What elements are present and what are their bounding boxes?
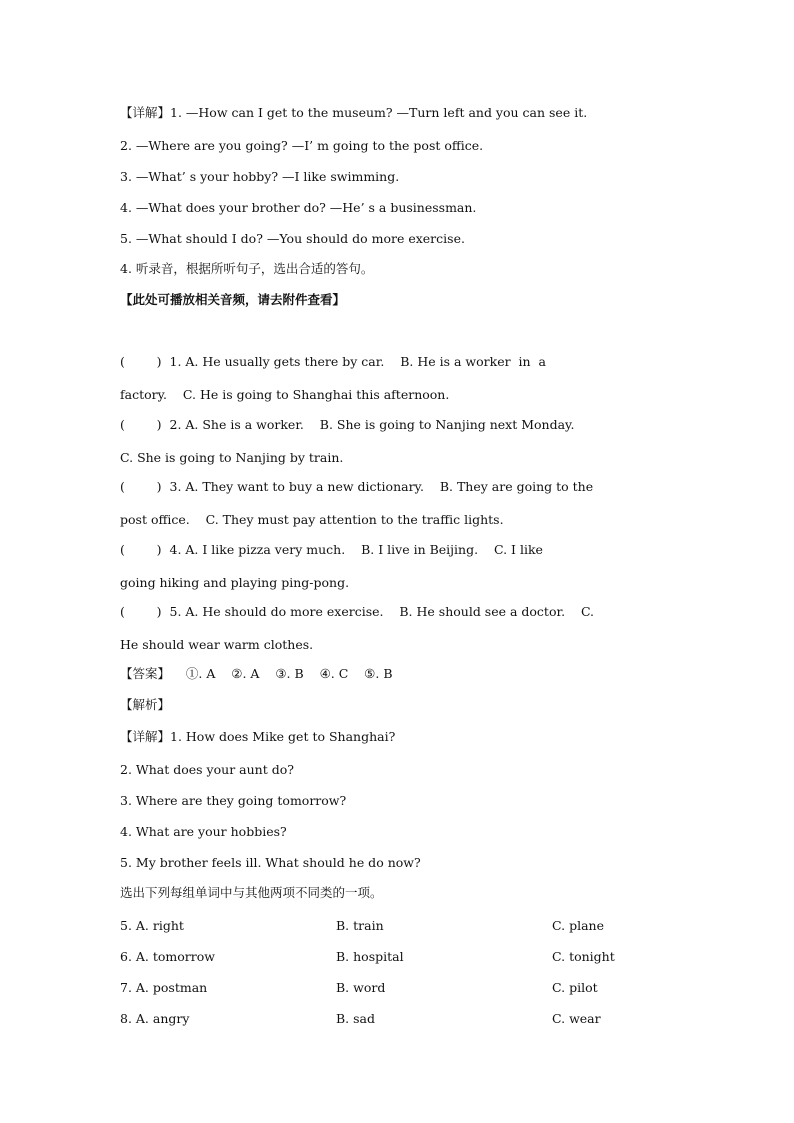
question-1-line-2: factory. C. He is going to Shanghai this afternoon.: [120, 387, 450, 402]
section5-instruction: 选出下列每组单词中与其他两项不同类的一项。: [120, 885, 383, 900]
word-option-b: B. sad: [336, 1011, 376, 1026]
question-4-line-2: going hiking and playing ping-pong.: [120, 575, 350, 590]
detail-line-1: 【详解】1. How does Mike get to Shanghai?: [120, 729, 396, 744]
word-option-b: B. train: [336, 918, 384, 933]
word-option-b: B. hospital: [336, 949, 404, 964]
question-3-line-2: post office. C. They must pay attention to the traffic lights.: [120, 512, 504, 527]
word-option-c: C. tonight: [552, 949, 615, 964]
detail-line-4: 4. What are your hobbies?: [120, 824, 287, 839]
word-option-a: 6. A. tomorrow: [120, 949, 215, 964]
word-option-a: 5. A. right: [120, 918, 184, 933]
section4-instruction: 4. 听录音，根据所听句子，选出合适的答句。: [120, 261, 374, 276]
question-5-line-2: He should wear warm clothes.: [120, 637, 314, 652]
explain-line-5: 5. —What should I do? —You should do more exercise.: [120, 231, 465, 246]
audio-note: 【此处可播放相关音频，请去附件查看】: [120, 292, 346, 307]
word-option-c: C. plane: [552, 918, 604, 933]
question-4-line-1: ( ) 4. A. I like pizza very much. B. I live in Beijing. C. I like: [120, 542, 543, 557]
question-5-line-1: ( ) 5. A. He should do more exercise. B. He should see a doctor. C.: [120, 604, 595, 619]
explain-line-2: 2. —Where are you going? —I’ m going to the post office.: [120, 138, 484, 153]
question-2-line-2: C. She is going to Nanjing by train.: [120, 450, 344, 465]
word-option-c: C. wear: [552, 1011, 601, 1026]
analysis-label: 【解析】: [120, 697, 171, 712]
question-2-line-1: ( ) 2. A. She is a worker. B. She is going to Nanjing next Monday.: [120, 417, 575, 432]
word-option-a: 8. A. angry: [120, 1011, 190, 1026]
word-option-b: B. word: [336, 980, 386, 995]
detail-line-3: 3. Where are they going tomorrow?: [120, 793, 347, 808]
explain-line-4: 4. —What does your brother do? —He’ s a businessman.: [120, 200, 477, 215]
answer-line: 【答案】 ①. A ②. A ③. B ④. C ⑤. B: [120, 666, 393, 681]
question-3-line-1: ( ) 3. A. They want to buy a new dictionary. B. They are going to the: [120, 479, 594, 494]
explain-line-1: 【详解】1. —How can I get to the museum? —Turn left and you can see it.: [120, 105, 588, 120]
question-1-line-1: ( ) 1. A. He usually gets there by car. B. He is a worker in a: [120, 354, 546, 369]
explain-line-3: 3. —What’ s your hobby? —I like swimming.: [120, 169, 400, 184]
detail-line-2: 2. What does your aunt do?: [120, 762, 294, 777]
word-option-a: 7. A. postman: [120, 980, 208, 995]
detail-line-5: 5. My brother feels ill. What should he do now?: [120, 855, 421, 870]
word-option-c: C. pilot: [552, 980, 598, 995]
